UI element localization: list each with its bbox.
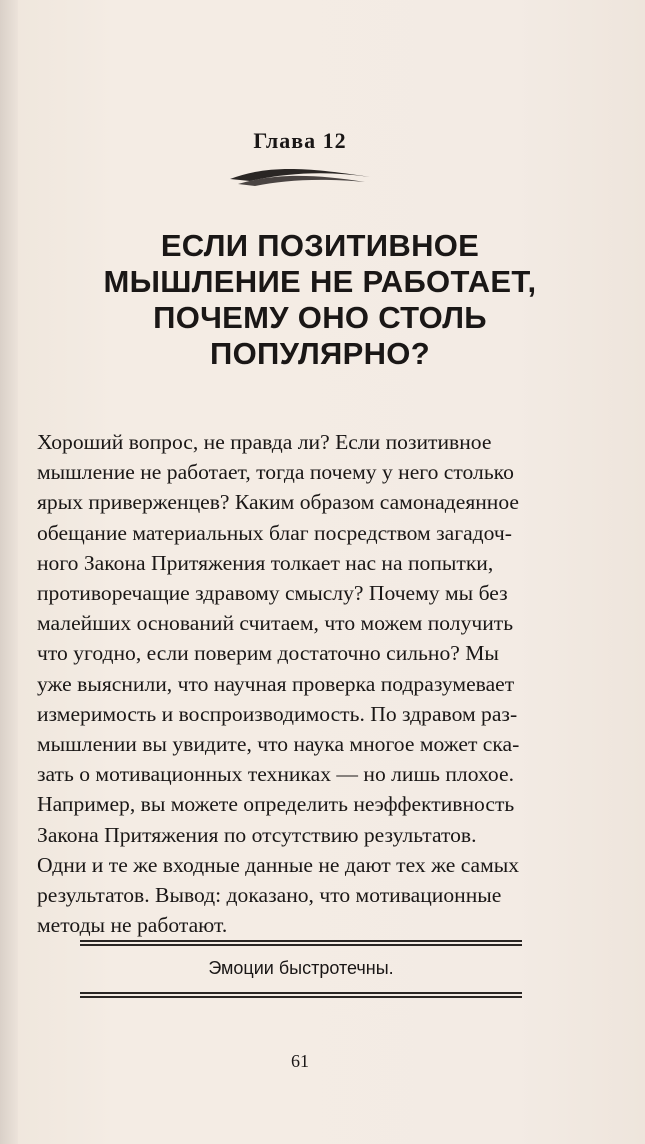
body-line: Хороший вопрос, не правда ли? Если позитивное (37, 430, 492, 454)
body-line: методы не работают. (37, 913, 228, 938)
body-line: результатов. Вывод: доказано, что мотивационные (37, 883, 502, 908)
page-number: 61 (291, 1051, 309, 1071)
body-line: мышление не работает, тогда почему у него столько (37, 460, 514, 485)
chapter-label: Глава 12 (253, 128, 347, 153)
body-line: что угодно, если поверим достаточно сильно? Мы (37, 641, 499, 666)
body-line: Одни и те же входные данные не дают тех же самых (37, 852, 520, 877)
body-line: обещание материальных благ посредством загадоч- (37, 520, 512, 545)
body-line: измеримость и воспроизводимость. По здравом раз- (37, 701, 518, 726)
title-line: ПОПУЛЯРНО? (210, 336, 430, 371)
body-line: Закона Притяжения по отсутствию результатов. (37, 822, 477, 847)
page-binding-shadow (0, 0, 18, 1144)
body-line: уже выяснили, что научная проверка подразумевает (37, 671, 515, 696)
body-paragraph (37, 427, 597, 940)
title-line: МЫШЛЕНИЕ НЕ РАБОТАЕТ, (103, 264, 537, 299)
callout-text: Эмоции быстротечны. (208, 958, 394, 978)
body-line: малейших оснований считаем, что можем получить (37, 611, 514, 636)
body-line: ярых приверженцев? Каким образом самонадеянное (37, 490, 520, 515)
body-line: ного Закона Притяжения толкает нас на попытки, (37, 550, 494, 575)
chapter-title (40, 228, 600, 372)
body-line: противоречащие здравому смыслу? Почему мы без (37, 581, 508, 606)
body-line: зать о мотивационных техниках — но лишь плохое. (37, 762, 514, 787)
callout-top-rule (80, 940, 522, 946)
body-line: мышлении вы увидите, что наука многое может ска- (37, 732, 520, 757)
title-line: ЕСЛИ ПОЗИТИВНОЕ (160, 228, 480, 263)
title-line: ПОЧЕМУ ОНО СТОЛЬ (153, 300, 487, 335)
callout-bottom-rule (80, 992, 522, 998)
body-line: Например, вы можете определить неэффективность (37, 792, 515, 817)
chapter-ornament (220, 162, 380, 192)
